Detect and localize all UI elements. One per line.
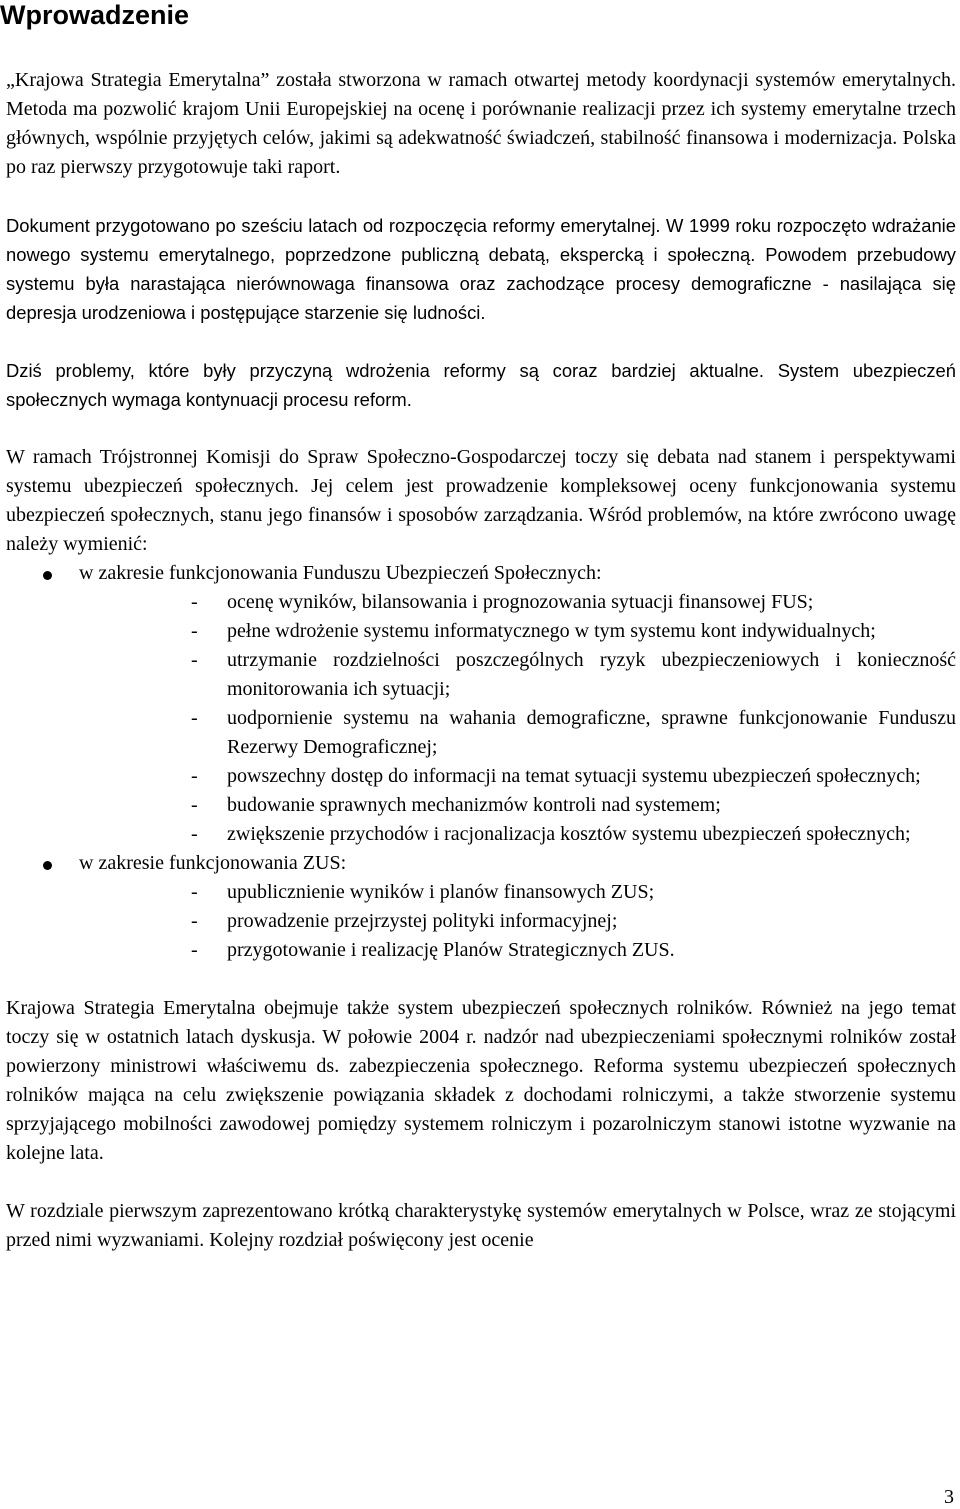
spacer xyxy=(6,327,956,356)
dash-marker: - xyxy=(191,794,198,816)
sublist-item xyxy=(79,791,956,820)
spacer xyxy=(6,182,956,211)
dash-marker: - xyxy=(191,707,198,729)
sublist-item xyxy=(79,878,956,907)
dash-marker: - xyxy=(191,649,198,671)
zus-sublist xyxy=(79,878,956,965)
sublist-item xyxy=(79,762,956,791)
paragraph-current-problems-text: Dziś problemy, które były przyczyną wdrożenia reformy są coraz bardziej aktualne. System ubezpieczeń społecznych wymaga kontynuacji procesu reform. xyxy=(6,360,956,410)
paragraph-current-problems xyxy=(6,356,956,414)
spacer xyxy=(6,30,956,66)
list-item-label: w zakresie funkcjonowania ZUS: xyxy=(79,852,347,874)
sublist-item-text: upublicznienie wyników i planów finansowych ZUS; xyxy=(227,881,655,903)
sublist-item xyxy=(79,936,956,965)
dash-marker: - xyxy=(191,620,198,642)
sublist-item-text: pełne wdrożenie systemu informatycznego w tym systemu kont indywidualnych; xyxy=(227,620,876,642)
list-item-fus xyxy=(6,559,956,849)
sublist-item xyxy=(79,617,956,646)
dash-marker: - xyxy=(191,881,198,903)
sublist-item xyxy=(79,646,956,704)
dash-marker: - xyxy=(191,939,198,961)
sublist-item-text: uodpornienie systemu na wahania demograficzne, sprawne funkcjonowanie Funduszu Rezerwy Demograficznej; xyxy=(227,707,956,758)
fus-sublist xyxy=(79,588,956,849)
paragraph-intro xyxy=(6,66,956,182)
paragraph-farmers-insurance-text: Krajowa Strategia Emerytalna obejmuje także system ubezpieczeń społecznych rolników. Również na jego temat toczy się w ostatnich latach dyskusja. W połowie 2004 r. nadzór nad ubezpieczeniami społecznymi rolników został powierzony ministrowi właściwemu ds. zabezpieczenia społecznego. Reforma systemu ubezpieczeń społecznych rolników mająca na celu zwiększenie powiązania składek z dochodami rolniczymi, a także stworzenie systemu sprzyjającego mobilności zawodowej pomiędzy systemem rolniczym i pozarolniczym stanowi istotne wyzwanie na kolejne lata. xyxy=(6,997,956,1164)
list-item-label: w zakresie funkcjonowania Funduszu Ubezpieczeń Społecznych: xyxy=(79,562,602,584)
paragraph-farmers-insurance xyxy=(6,994,956,1168)
sublist-item xyxy=(79,820,956,849)
paragraph-background-text: Dokument przygotowano po sześciu latach od rozpoczęcia reformy emerytalnej. W 1999 roku rozpoczęto wdrażanie nowego systemu emerytalnego, poprzedzone publiczną debatą, ekspercką i społeczną. Powodem przebudowy systemu była narastająca nierównowaga finansowa oraz zachodzące procesy demograficzne - nasilająca się depresja urodzeniowa i postępujące starzenie się ludności. xyxy=(6,215,956,323)
paragraph-background xyxy=(6,211,956,327)
page-title: Wprowadzenie xyxy=(0,0,190,30)
sublist-item-text: ocenę wyników, bilansowania i prognozowania sytuacji finansowej FUS; xyxy=(227,591,814,613)
dash-marker: - xyxy=(191,910,198,932)
paragraph-tripartite-commission xyxy=(6,443,956,559)
sublist-item xyxy=(79,588,956,617)
page-number: 3 xyxy=(944,1486,954,1508)
dash-marker: - xyxy=(191,765,198,787)
bullet-icon xyxy=(43,861,52,870)
sublist-item-text: prowadzenie przejrzystej polityki informacyjnej; xyxy=(227,910,618,932)
spacer xyxy=(6,1168,956,1197)
spacer xyxy=(6,965,956,994)
paragraph-chapter-overview-text: W rozdziale pierwszym zaprezentowano krótką charakterystykę systemów emerytalnych w Polsce, wraz ze stojącymi przed nimi wyzwaniami. Kolejny rozdział poświęcony jest ocenie xyxy=(6,1200,956,1251)
sublist-item xyxy=(79,907,956,936)
sublist-item-text: powszechny dostęp do informacji na temat sytuacji systemu ubezpieczeń społecznych; xyxy=(227,765,921,787)
sublist-item-text: przygotowanie i realizację Planów Strategicznych ZUS. xyxy=(227,939,675,961)
sublist-item-text: utrzymanie rozdzielności poszczególnych ryzyk ubezpieczeniowych i konieczność monitorowania ich sytuacji; xyxy=(227,649,956,700)
problems-list xyxy=(6,559,956,965)
sublist-item-text: zwiększenie przychodów i racjonalizacja kosztów systemu ubezpieczeń społecznych; xyxy=(227,823,911,845)
dash-marker: - xyxy=(191,591,198,613)
list-item-zus xyxy=(6,849,956,965)
paragraph-tripartite-commission-text: W ramach Trójstronnej Komisji do Spraw Społeczno-Gospodarczej toczy się debata nad stanem i perspektywami systemu ubezpieczeń społecznych. Jej celem jest prowadzenie kompleksowej oceny funkcjonowania systemu ubezpieczeń społecznych, stanu jego finansów i sposobów zarządzania. Wśród problemów, na które zwrócono uwagę należy wymienić: xyxy=(6,446,956,555)
paragraph-chapter-overview xyxy=(6,1197,956,1255)
spacer xyxy=(6,414,956,443)
dash-marker: - xyxy=(191,823,198,845)
paragraph-intro-text: „Krajowa Strategia Emerytalna” została stworzona w ramach otwartej metody koordynacji systemów emerytalnych. Metoda ma pozwolić krajom Unii Europejskiej na ocenę i porównanie realizacji przez ich systemy emerytalne trzech głównych, wspólnie przyjętych celów, jakimi są adekwatność świadczeń, stabilność finansowa i modernizacja. Polska po raz pierwszy przygotowuje taki raport. xyxy=(6,69,956,178)
sublist-item-text: budowanie sprawnych mechanizmów kontroli nad systemem; xyxy=(227,794,721,816)
sublist-item xyxy=(79,704,956,762)
bullet-icon xyxy=(43,571,52,580)
